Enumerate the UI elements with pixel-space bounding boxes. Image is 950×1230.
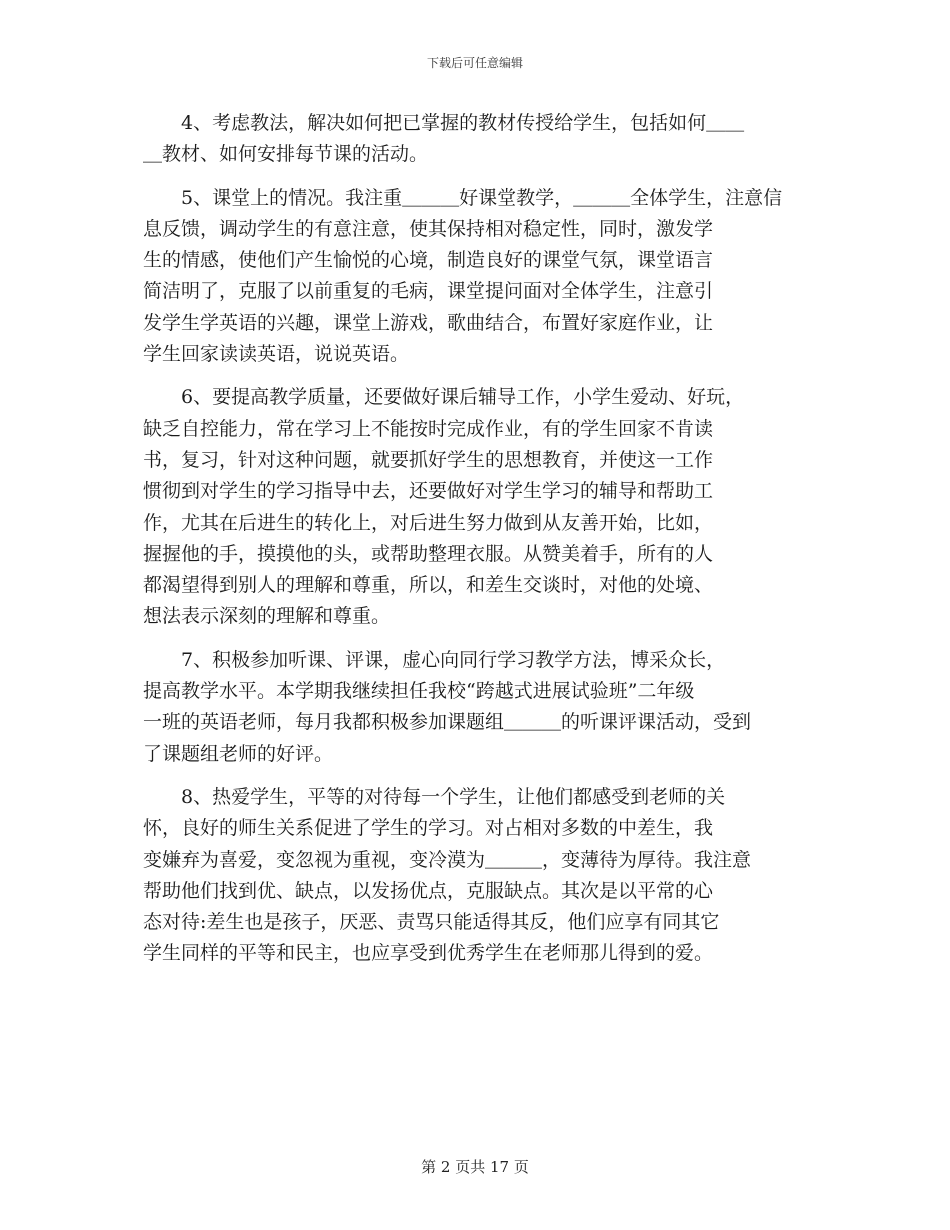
text-line: ＿教材、如何安排每节课的活动。 bbox=[143, 143, 429, 166]
text-line: 想法表示深刻的理解和尊重。 bbox=[143, 605, 391, 628]
paragraph-6 bbox=[143, 382, 823, 632]
paragraph-5 bbox=[143, 183, 823, 371]
text-line: 4、考虑教法，解决如何把已掌握的教材传授给学生，包括如何＿＿ bbox=[143, 112, 745, 134]
text-line: 一班的英语老师，每月我都积极参加课题组＿＿＿的听课评课活动，受到 bbox=[143, 711, 752, 734]
paragraph-8 bbox=[143, 782, 823, 970]
text-line: 简洁明了，克服了以前重复的毛病，课堂提问面对全体学生，注意引 bbox=[143, 280, 714, 303]
text-line: 怀，良好的师生关系促进了学生的学习。对占相对多数的中差生，我 bbox=[143, 817, 714, 840]
text-line: 学生回家读读英语，说说英语。 bbox=[143, 343, 410, 366]
paragraph-7 bbox=[143, 645, 823, 770]
text-line: 8、热爱学生，平等的对待每一个学生，让他们都感受到老师的关 bbox=[143, 785, 726, 808]
text-line: 作，尤其在后进生的转化上，对后进生努力做到从友善开始，比如， bbox=[143, 511, 714, 534]
text-line: 生的情感，使他们产生愉悦的心境，制造良好的课堂气氛，课堂语言 bbox=[143, 249, 714, 272]
text-line: 5、课堂上的情况。我注重＿＿＿好课堂教学，＿＿＿全体学生，注意信 bbox=[143, 186, 783, 209]
document-body bbox=[143, 108, 823, 970]
page-header: 下载后可任意编辑 bbox=[426, 56, 523, 70]
text-line: 态对待:差生也是孩子，厌恶、责骂只能适得其反，他们应享有同其它 bbox=[143, 911, 720, 934]
text-line: 都渴望得到别人的理解和尊重，所以，和差生交谈时，对他的处境、 bbox=[143, 574, 714, 597]
text-line: 6、要提高教学质量，还要做好课后辅导工作，小学生爱动、好玩， bbox=[143, 386, 745, 409]
text-line: 惯彻到对学生的学习指导中去，还要做好对学生学习的辅导和帮助工 bbox=[143, 480, 714, 503]
text-line: 了课题组老师的好评。 bbox=[143, 742, 334, 765]
text-line: 学生同样的平等和民主，也应享受到优秀学生在老师那儿得到的爱。 bbox=[143, 942, 714, 965]
paragraph-4 bbox=[143, 108, 823, 171]
text-line: 握握他的手，摸摸他的头，或帮助整理衣服。从赞美着手，所有的人 bbox=[143, 542, 714, 565]
text-line: 提高教学水平。本学期我继续担任我校“跨越式进展试验班”二年级 bbox=[143, 680, 695, 703]
text-line: 帮助他们找到优、缺点，以发扬优点，克服缺点。其次是以平常的心 bbox=[143, 879, 714, 902]
text-line: 缺乏自控能力，常在学习上不能按时完成作业，有的学生回家不肯读 bbox=[143, 417, 714, 440]
text-line: 7、积极参加听课、评课，虚心向同行学习教学方法，博采众长， bbox=[143, 648, 726, 671]
text-line: 息反馈，调动学生的有意注意，使其保持相对稳定性，同时，激发学 bbox=[143, 217, 714, 240]
text-line: 变嫌弃为喜爱，变忽视为重视，变冷漠为＿＿＿，变薄待为厚待。我注意 bbox=[143, 848, 752, 871]
text-line: 书，复习，针对这种问题，就要抓好学生的思想教育，并使这一工作 bbox=[143, 448, 714, 471]
page-footer: 第 2 页共 17 页 bbox=[421, 1158, 529, 1176]
text-line: 发学生学英语的兴趣，课堂上游戏，歌曲结合，布置好家庭作业，让 bbox=[143, 311, 714, 334]
